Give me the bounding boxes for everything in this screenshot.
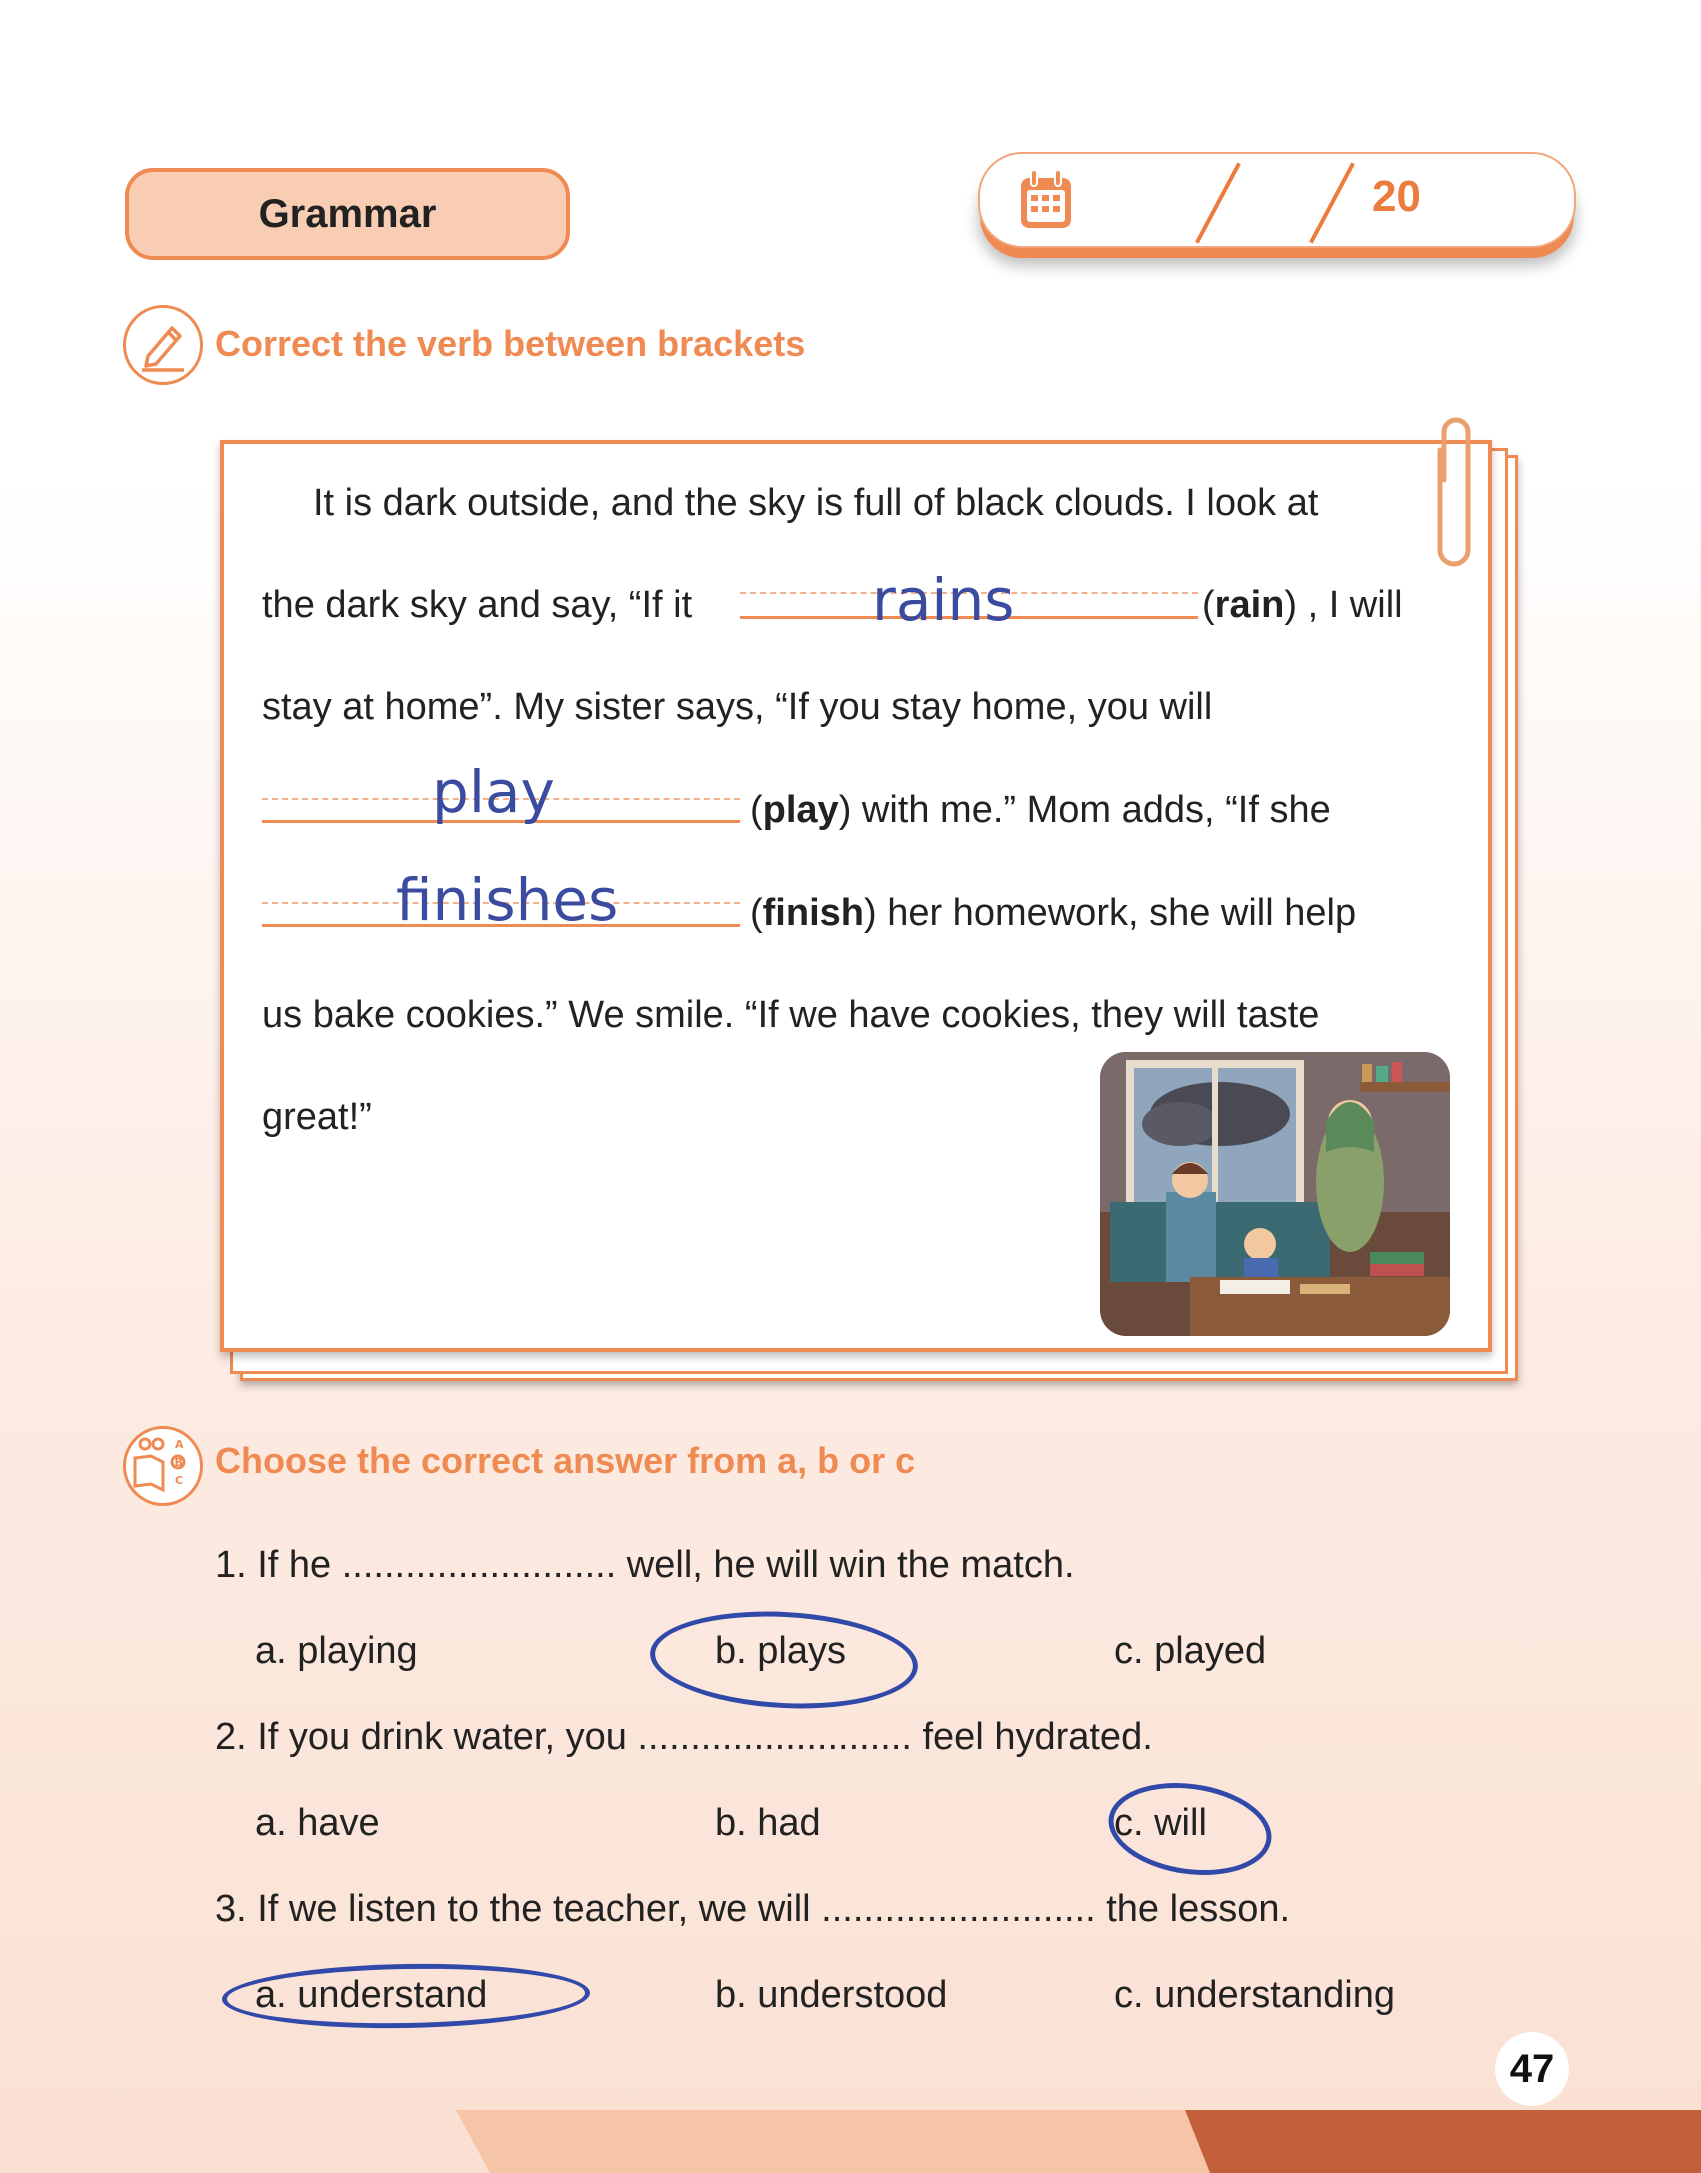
- option-3b[interactable]: b. understood: [715, 1974, 948, 2016]
- passage-line-3: stay at home”. My sister says, “If you stay home, you will: [262, 686, 1213, 728]
- passage-line-5-end: (finish) her homework, she will help: [750, 892, 1357, 934]
- verb-rain: rain: [1214, 584, 1285, 626]
- kitchen-illustration: [1100, 1052, 1450, 1336]
- passage-line-4-end: (play) with me.” Mom adds, “If she: [750, 789, 1331, 831]
- question-3: 3. If we listen to the teacher, we will .......................... the lesson.: [215, 1888, 1291, 1930]
- question-1: 1. If he .......................... well, he will win the match.: [215, 1544, 1075, 1586]
- page-title: Grammar: [258, 191, 437, 236]
- option-3a[interactable]: a. understand: [255, 1974, 488, 2016]
- question-2: 2. If you drink water, you .......................... feel hydrated.: [215, 1716, 1153, 1758]
- section2-title: Choose the correct answer from a, b or c: [215, 1440, 916, 1481]
- verb-play: play: [762, 789, 839, 831]
- option-1a[interactable]: a. playing: [255, 1630, 418, 1672]
- passage-line-6: us bake cookies.” We smile. “If we have cookies, they will taste: [262, 994, 1320, 1036]
- svg-text:B: B: [174, 1456, 183, 1469]
- passage-line-4-tail: with me.” Mom adds, “If she: [861, 789, 1331, 831]
- section1-title: Correct the verb between brackets: [215, 323, 806, 364]
- passage-line-5-tail: her homework, she will help: [887, 892, 1357, 934]
- grammar-title-pill: [125, 168, 570, 260]
- option-2b[interactable]: b. had: [715, 1802, 821, 1844]
- pencil-icon: [136, 318, 190, 372]
- verb-finish: finish: [762, 892, 864, 934]
- paperclip-icon: [1430, 410, 1480, 570]
- passage-line-2-tail: , I will: [1307, 584, 1403, 626]
- book-abc-icon: [131, 1434, 195, 1498]
- date-year: 20: [1372, 172, 1421, 221]
- calendar-icon: [1018, 168, 1074, 232]
- pencil-section-icon: [123, 305, 203, 385]
- handwritten-answer-2: play: [432, 758, 555, 826]
- handwritten-answer-1: rains: [872, 566, 1015, 634]
- answer-circle-2: [1103, 1773, 1278, 1885]
- option-1b[interactable]: b. plays: [715, 1630, 846, 1672]
- page-number: 47: [1495, 2032, 1569, 2106]
- option-3c[interactable]: c. understanding: [1114, 1974, 1395, 2016]
- passage-line-7: great!”: [262, 1096, 372, 1138]
- answer-circle-3: [221, 1961, 590, 2031]
- svg-text:A: A: [175, 1438, 184, 1451]
- svg-text:C: C: [175, 1474, 184, 1487]
- handwritten-answer-3: finishes: [396, 866, 619, 934]
- book-abc-section-icon: [123, 1426, 203, 1506]
- option-2c[interactable]: c. will: [1114, 1802, 1207, 1844]
- footer-band: [0, 2110, 1701, 2173]
- passage-line-2-start: the dark sky and say, “If it: [262, 584, 693, 626]
- option-2a[interactable]: a. have: [255, 1802, 380, 1844]
- answer-circle-1: [648, 1605, 921, 1715]
- passage-line-1: It is dark outside, and the sky is full of black clouds. I look at: [313, 482, 1319, 524]
- passage-line-2-end: (rain) , I will: [1202, 584, 1403, 626]
- option-1c[interactable]: c. played: [1114, 1630, 1267, 1672]
